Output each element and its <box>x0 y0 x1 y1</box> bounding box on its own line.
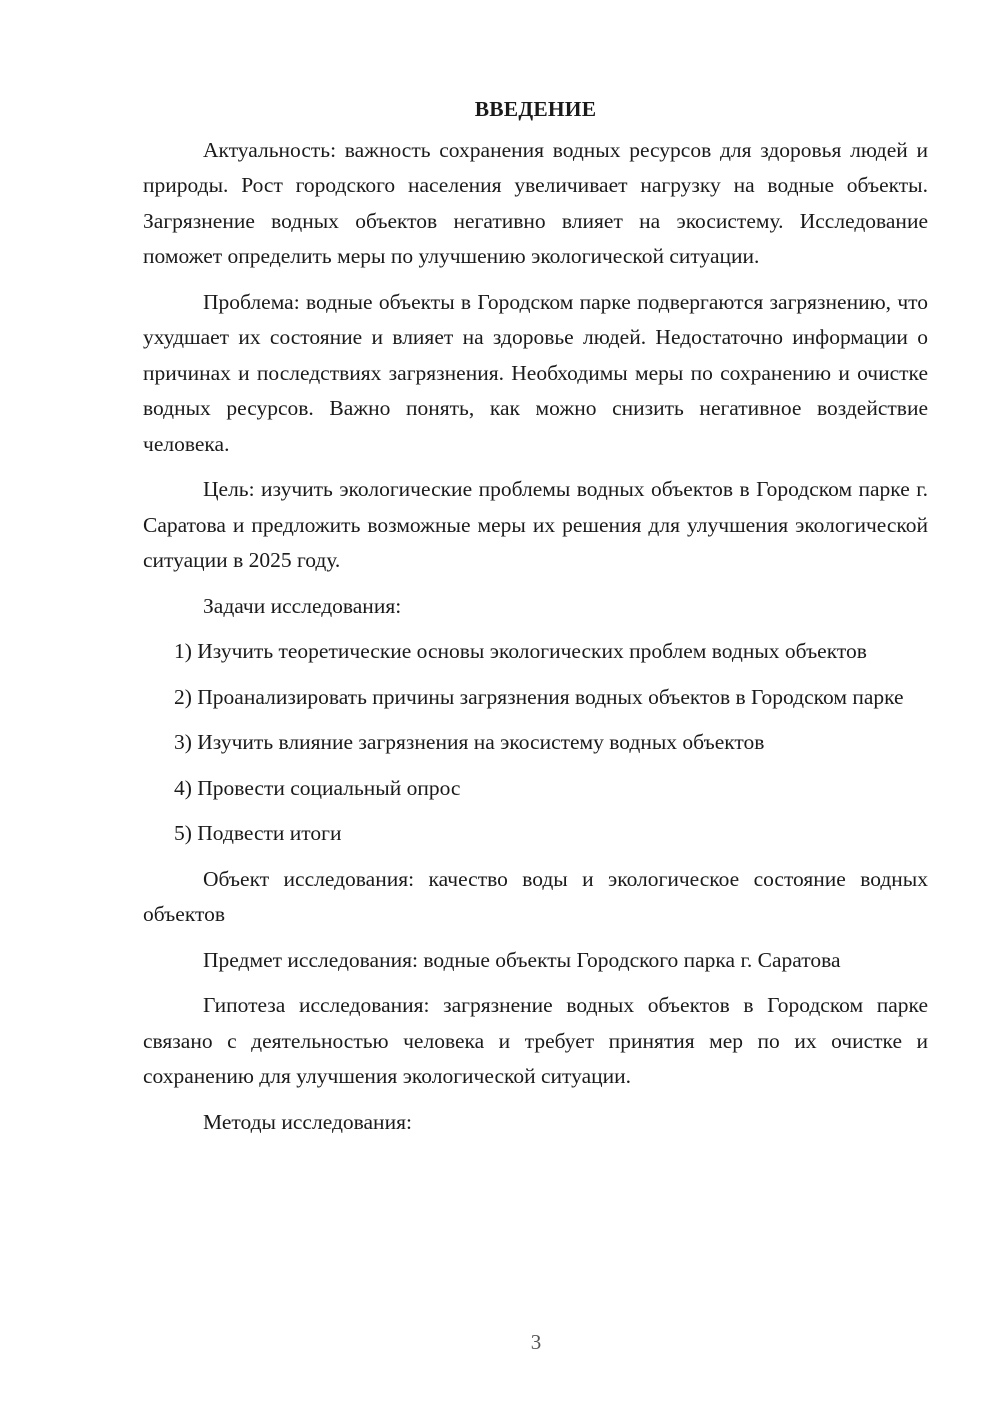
subject-paragraph: Предмет исследования: водные объекты Городского парка г. Саратова <box>203 947 841 972</box>
tasks-title: Задачи исследования: <box>203 593 402 618</box>
task-item: 5) Подвести итоги <box>174 821 342 845</box>
problem-paragraph: Проблема: водные объекты в Городском парке подвергаются загрязнению, что ухудшает их состояние и влияет на здоровье людей. Недостаточно информации о причинах и последствиях загрязнения. Необходимы меры по сохранению и очистке водных ресурсов. Важно понять, как можно снизить негативное воздействие человека. <box>143 289 928 456</box>
document-page <box>143 92 928 1150</box>
section-heading: ВВЕДЕНИЕ <box>474 97 597 121</box>
task-item: 3) Изучить влияние загрязнения на экосистему водных объектов <box>174 730 765 754</box>
object-paragraph: Объект исследования: качество воды и экологическое состояние водных объектов <box>143 866 928 926</box>
hypothesis-paragraph: Гипотеза исследования: загрязнение водных объектов в Городском парке связано с деятельностью человека и требует принятия мер по их очистке и сохранению для улучшения экологической ситуации. <box>143 993 928 1088</box>
relevance-paragraph: Актуальность: важность сохранения водных ресурсов для здоровья людей и природы. Рост городского населения увеличивает нагрузку на водные объекты. Загрязнение водных объектов негативно влияет на экосистему. Исследование поможет определить меры по улучшению экологической ситуации. <box>143 137 928 268</box>
goal-paragraph: Цель: изучить экологические проблемы водных объектов в Городском парке г. Саратова и предложить возможные меры их решения для улучшения экологической ситуации в 2025 году. <box>143 477 928 572</box>
page-number: 3 <box>530 1330 542 1354</box>
task-item: 2) Проанализировать причины загрязнения водных объектов в Городском парке <box>174 684 904 709</box>
methods-title: Методы исследования: <box>203 1109 412 1134</box>
task-item: 4) Провести социальный опрос <box>174 775 461 800</box>
task-item: 1) Изучить теоретические основы экологических проблем водных объектов <box>174 639 867 663</box>
